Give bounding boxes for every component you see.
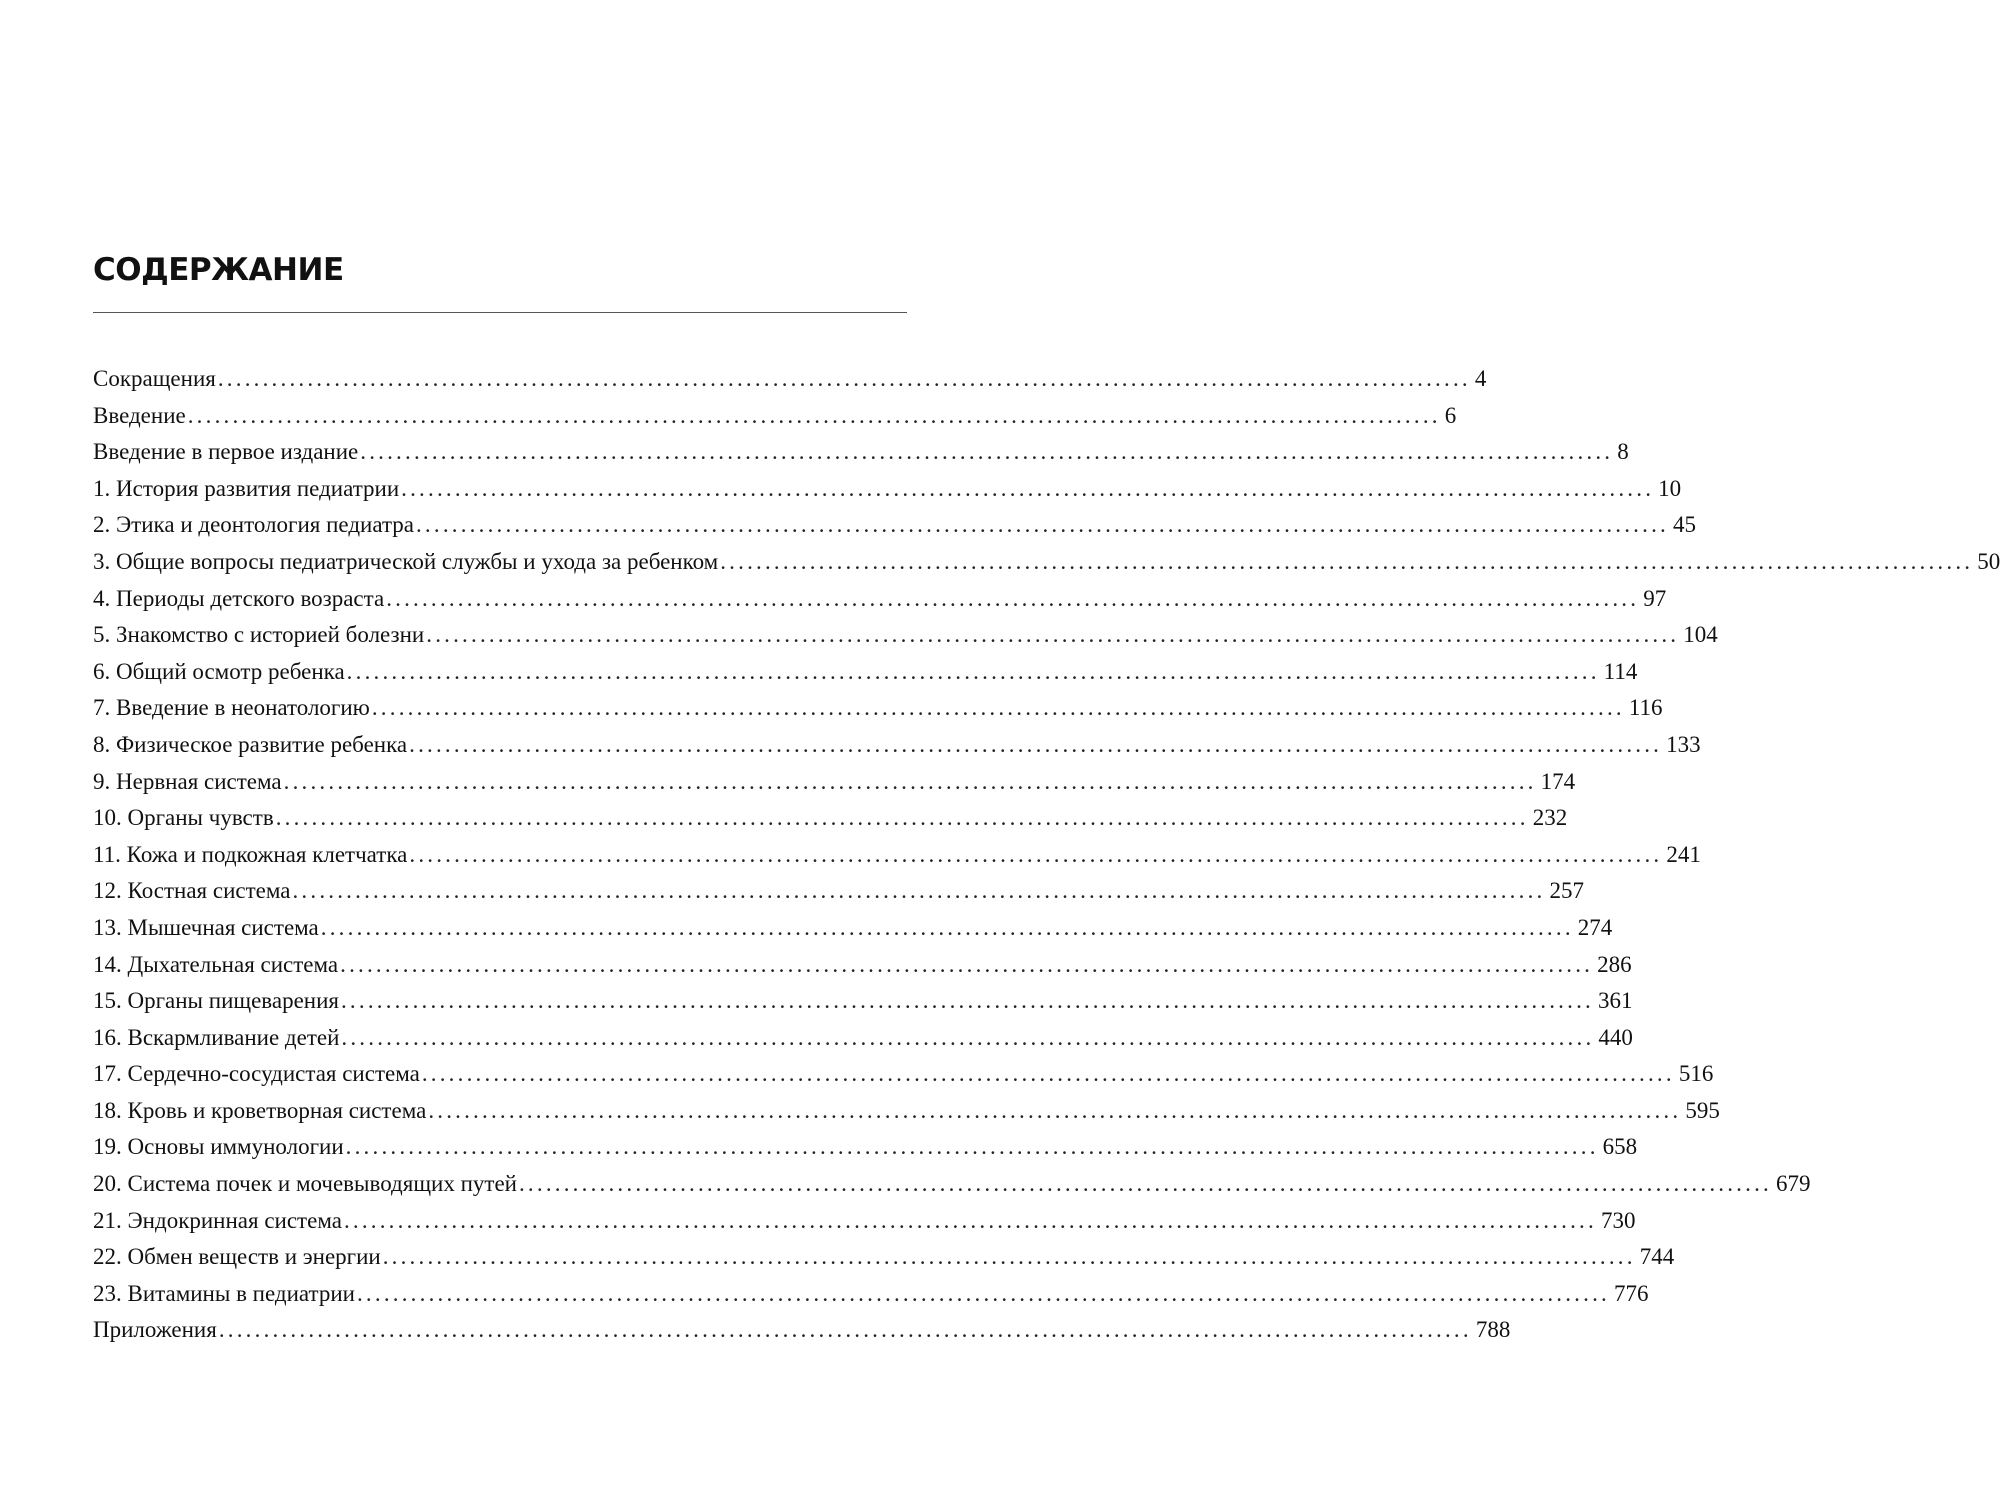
- toc-entry-title: Введение: [93, 402, 186, 428]
- toc-dot-leader: ............................................................................................................................................: [415, 512, 1669, 538]
- toc-dot-leader: ............................................................................................................................................: [386, 585, 1640, 611]
- toc-dot-leader: ............................................................................................................................................: [283, 768, 1537, 794]
- toc-entry-title: 6. Общий осмотр ребенка: [93, 658, 345, 684]
- toc-entry-page: 679: [1775, 1171, 1811, 1197]
- toc-dot-leader: ............................................................................................................................................: [720, 548, 1974, 574]
- toc-entry-title: 2. Этика и деонтология педиатра: [93, 512, 414, 538]
- toc-entry[interactable]: [93, 1093, 1720, 1130]
- title-divider: [93, 312, 907, 313]
- toc-dot-leader: ............................................................................................................................................: [371, 695, 1625, 721]
- toc-entry[interactable]: [93, 471, 1682, 508]
- toc-dot-leader: ............................................................................................................................................: [421, 1061, 1675, 1087]
- toc-entry-page: 440: [1598, 1024, 1633, 1050]
- toc-entry-page: 658: [1602, 1134, 1638, 1160]
- toc-entry-title: 8. Физическое развитие ребенка: [93, 731, 408, 757]
- toc-dot-leader: ............................................................................................................................................: [356, 1280, 1610, 1306]
- toc-entry[interactable]: [93, 1056, 1714, 1093]
- toc-entry-page: 516: [1678, 1061, 1714, 1087]
- toc-dot-leader: ............................................................................................................................................: [345, 1134, 1599, 1160]
- toc-entry[interactable]: [93, 434, 1629, 471]
- toc-entry-page: 257: [1549, 878, 1584, 904]
- toc-entry-page: 104: [1683, 622, 1718, 648]
- toc-entry[interactable]: [93, 837, 1701, 874]
- toc-entry[interactable]: [93, 507, 1696, 544]
- toc-entry-title: 12. Костная система: [93, 878, 291, 904]
- toc-entry-title: 22. Обмен веществ и энергии: [93, 1244, 381, 1270]
- toc-entry-title: 20. Система почек и мочевыводящих путей: [93, 1171, 517, 1197]
- toc-entry-page: 730: [1600, 1207, 1636, 1233]
- toc-dot-leader: ............................................................................................................................................: [275, 805, 1529, 831]
- toc-entry-page: 232: [1532, 805, 1568, 831]
- toc-entry-title: 10. Органы чувств: [93, 805, 274, 831]
- toc-dot-leader: ............................................................................................................................................: [360, 439, 1614, 465]
- toc-entry-title: 1. История развития педиатрии: [93, 475, 400, 501]
- toc-dot-leader: ............................................................................................................................................: [426, 622, 1680, 648]
- toc-entry-title: 17. Сердечно-сосудистая система: [93, 1061, 420, 1087]
- toc-entry-title: Сокращения: [93, 366, 216, 391]
- toc-dot-leader: ............................................................................................................................................: [382, 1244, 1636, 1270]
- toc-entry[interactable]: [93, 727, 1701, 764]
- toc-entry[interactable]: [93, 581, 1667, 618]
- toc-entry-title: 5. Знакомство с историей болезни: [93, 622, 425, 648]
- toc-entry-page: 133: [1666, 731, 1701, 757]
- toc-entry[interactable]: [93, 910, 1613, 947]
- toc-entry-title: 18. Кровь и кроветворная система: [93, 1097, 427, 1123]
- toc-entry-title: 19. Основы иммунологии: [93, 1134, 344, 1160]
- toc-entry-page: 286: [1597, 951, 1632, 977]
- toc-entry-page: 788: [1475, 1317, 1511, 1343]
- toc-entry-page: 116: [1628, 695, 1663, 721]
- toc-entry-page: 10: [1658, 475, 1682, 501]
- toc-entry[interactable]: [93, 983, 1633, 1020]
- toc-dot-leader: ............................................................................................................................................: [346, 658, 1600, 684]
- toc-entry-title: 21. Эндокринная система: [93, 1207, 342, 1233]
- table-of-contents: [93, 361, 2000, 1349]
- toc-entry[interactable]: [93, 873, 1584, 910]
- toc-entry[interactable]: [93, 361, 1487, 398]
- toc-entry-title: 9. Нервная система: [93, 768, 282, 794]
- toc-dot-leader: ............................................................................................................................................: [187, 402, 1441, 428]
- toc-entry-page: 776: [1613, 1280, 1649, 1306]
- toc-dot-leader: ............................................................................................................................................: [218, 1317, 1472, 1343]
- toc-entry[interactable]: [93, 1203, 1636, 1240]
- toc-entry-title: 16. Вскармливание детей: [93, 1024, 340, 1050]
- toc-entry-page: 97: [1643, 585, 1667, 611]
- toc-entry-page: 8: [1617, 439, 1629, 465]
- toc-dot-leader: ............................................................................................................................................: [409, 731, 1663, 757]
- toc-entry[interactable]: [93, 544, 2000, 581]
- toc-entry[interactable]: [93, 1129, 1638, 1166]
- toc-entry[interactable]: [93, 1020, 1633, 1057]
- toc-entry-page: 361: [1597, 988, 1633, 1014]
- toc-dot-leader: ............................................................................................................................................: [341, 1024, 1595, 1050]
- toc-entry[interactable]: [93, 617, 1718, 654]
- toc-entry[interactable]: [93, 800, 1568, 837]
- toc-entry-page: 114: [1603, 658, 1638, 684]
- toc-entry-page: 595: [1685, 1097, 1720, 1123]
- toc-entry[interactable]: [93, 654, 1638, 691]
- toc-dot-leader: ............................................................................................................................................: [401, 475, 1655, 501]
- toc-entry[interactable]: [93, 1239, 1675, 1276]
- toc-entry-title: 14. Дыхательная система: [93, 951, 339, 977]
- toc-dot-leader: ............................................................................................................................................: [518, 1171, 1772, 1197]
- toc-entry-title: 7. Введение в неонатологию: [93, 695, 370, 721]
- toc-entry[interactable]: [93, 398, 1457, 435]
- toc-entry[interactable]: [93, 1276, 1649, 1313]
- toc-dot-leader: ............................................................................................................................................: [428, 1097, 1682, 1123]
- toc-dot-leader: ............................................................................................................................................: [340, 988, 1594, 1014]
- toc-entry-title: 4. Периоды детского возраста: [93, 585, 385, 611]
- toc-entry[interactable]: [93, 1312, 1511, 1349]
- toc-entry-page: 744: [1639, 1244, 1675, 1270]
- toc-entry-title: 23. Витамины в педиатрии: [93, 1280, 355, 1306]
- toc-entry[interactable]: [93, 764, 1576, 801]
- toc-dot-leader: ............................................................................................................................................: [340, 951, 1594, 977]
- toc-entry-title: Приложения: [93, 1317, 217, 1343]
- toc-entry-title: 3. Общие вопросы педиатрической службы и ухода за ребенком: [93, 548, 719, 574]
- toc-entry[interactable]: [93, 1166, 1811, 1203]
- toc-dot-leader: ............................................................................................................................................: [217, 366, 1471, 391]
- toc-entry-title: 15. Органы пищеварения: [93, 988, 339, 1014]
- toc-entry[interactable]: [93, 690, 1663, 727]
- toc-entry-page: 274: [1577, 914, 1613, 940]
- toc-entry-title: Введение в первое издание: [93, 439, 359, 465]
- toc-dot-leader: ............................................................................................................................................: [409, 841, 1663, 867]
- toc-entry-page: 50: [1977, 548, 2000, 574]
- toc-dot-leader: ............................................................................................................................................: [292, 878, 1546, 904]
- toc-entry-title: 13. Мышечная система: [93, 914, 319, 940]
- page-title: СОДЕРЖАНИЕ: [93, 252, 344, 288]
- toc-dot-leader: ............................................................................................................................................: [343, 1207, 1597, 1233]
- toc-entry-page: 241: [1666, 841, 1701, 867]
- toc-entry[interactable]: [93, 947, 1632, 984]
- toc-entry-page: 45: [1672, 512, 1696, 538]
- toc-entry-page: 174: [1540, 768, 1576, 794]
- toc-entry-page: 6: [1444, 402, 1457, 428]
- toc-entry-page: 4: [1474, 366, 1487, 391]
- toc-entry-title: 11. Кожа и подкожная клетчатка: [93, 841, 408, 867]
- toc-dot-leader: ............................................................................................................................................: [320, 914, 1574, 940]
